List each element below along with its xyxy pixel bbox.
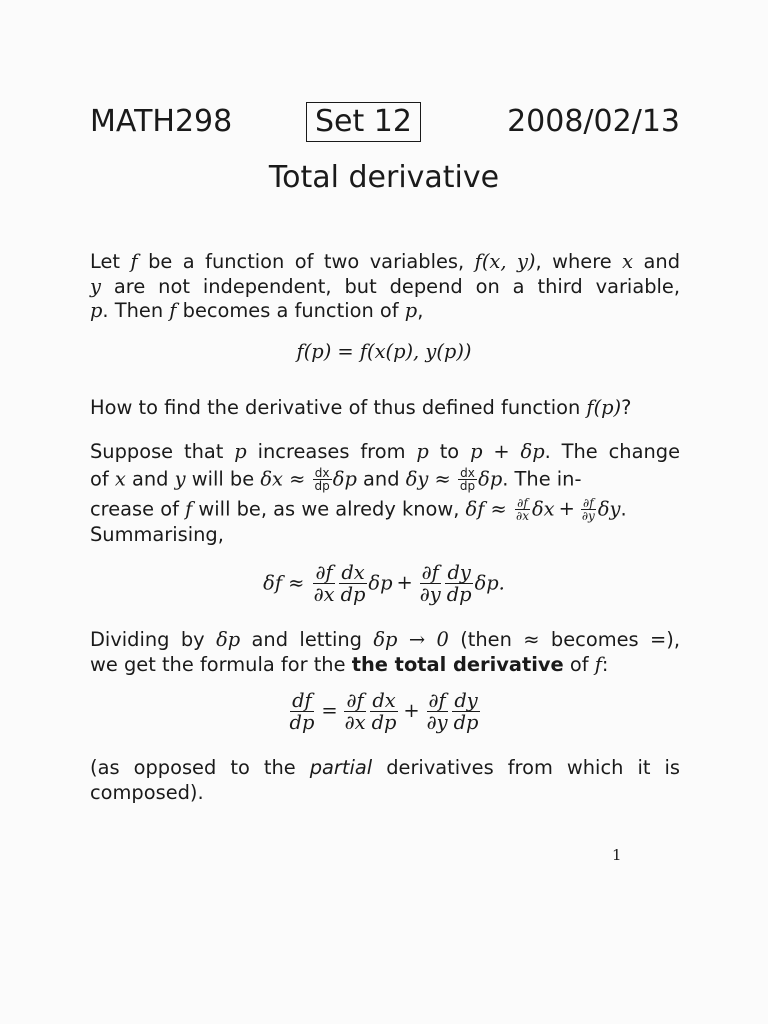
intro-line-3: p. Then f becomes a function of p, [90, 299, 424, 322]
dividing-line-1: Dividing by δp and letting δp → 0 (then ≈ becomes =), [90, 628, 680, 651]
question-paragraph: How to find the derivative of thus defined function f(p)? [90, 396, 632, 419]
intro-line-2: y are not independent, but depend on a third variable, [90, 274, 680, 298]
suppose-line-2: of x and y will be δx ≈ $\frac{dx}{dp}$ δp and δy ≈ $\frac{dx}{dp}$ δp. The in- [90, 465, 582, 494]
suppose-line-4: Summarising, [90, 522, 224, 546]
closing-line-2: composed). [90, 780, 204, 804]
closing-paragraph [90, 756, 680, 805]
suppose-line-1: Suppose that p increases from p to p + δp. The change [90, 440, 680, 463]
set-box: Set 12 [306, 102, 421, 142]
equation-increment: δf ≈ $\frac{\partial f}{\partial x}$ $\frac{dx}{dp}$ δp + $\frac{\partial f}{\partial y}$ $\frac{dy}{dp}$ δp. [263, 561, 505, 607]
dividing-line-2: we get the formula for the the total derivative of f: [90, 652, 609, 676]
header [90, 104, 680, 148]
course-code: MATH298 [90, 104, 233, 139]
suppose-line-3: crease of f will be, as we alredy know, δf ≈ $\frac{\partial f}{\partial x}$ δx + $\frac{\partial f}{\partial y}$ δy. [90, 495, 627, 524]
intro-line-1: Let f be a function of two variables, f(x, y), where x and [90, 250, 681, 273]
page-title: Total derivative [268, 160, 500, 195]
equation-total-derivative: $\frac{df}{dp}$ = $\frac{\partial f}{\partial x}$ $\frac{dx}{dp}$ + $\frac{\partial f}{\partial y}$ $\frac{dy}{dp}$ [289, 689, 479, 735]
dividing-paragraph [90, 628, 680, 677]
intro-paragraph [90, 250, 680, 324]
header-date: 2008/02/13 [507, 104, 680, 139]
closing-line-1: (as opposed to the partial derivatives from which it is [90, 756, 680, 779]
suppose-paragraph [90, 440, 680, 547]
equation-composite: f(p) = f(x(p), y(p)) [296, 340, 472, 363]
page-number: 1 [612, 846, 622, 864]
